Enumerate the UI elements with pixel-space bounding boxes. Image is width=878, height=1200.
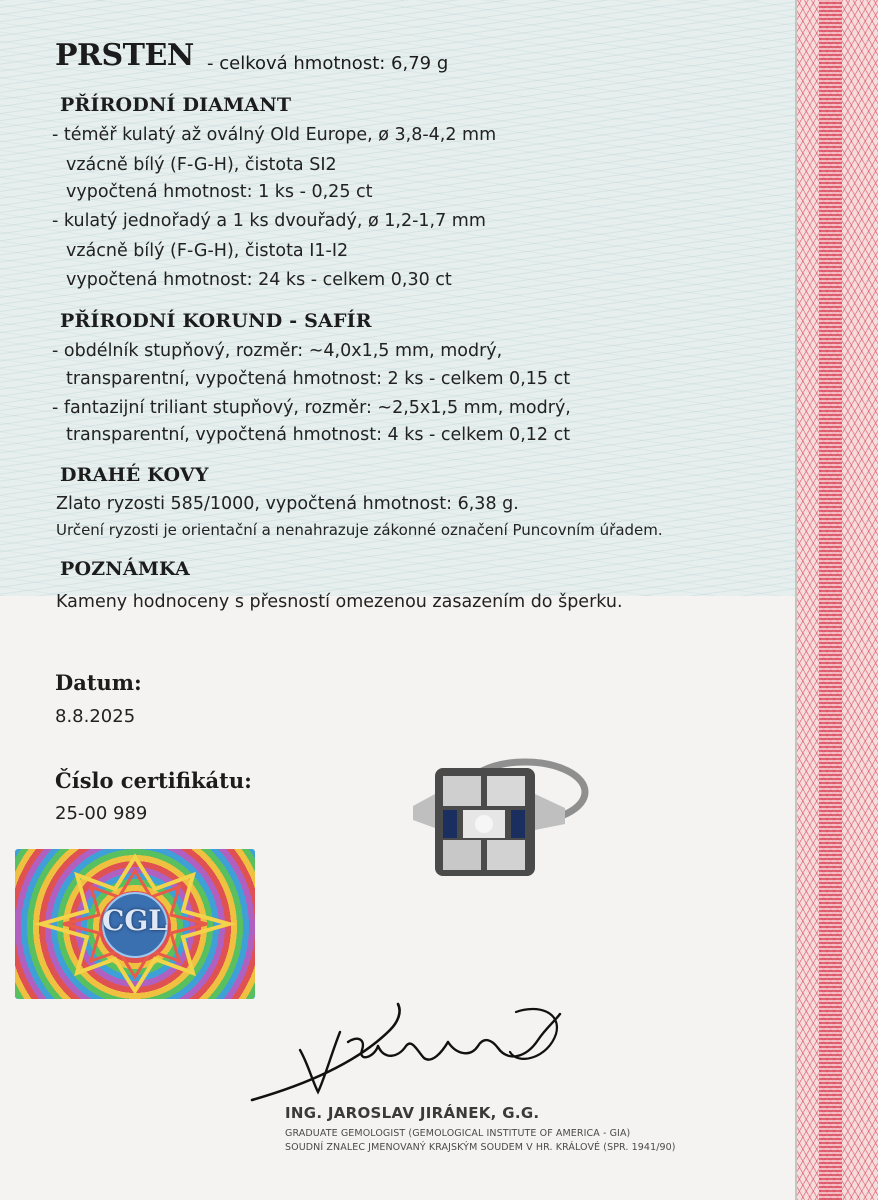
metals-heading: DRAHÉ KOVY xyxy=(60,464,209,486)
diamond-line: vypočtená hmotnost: 24 ks - celkem 0,30 ct xyxy=(66,270,452,290)
sapphire-line: - fantazijní triliant stupňový, rozměr: ~2,5x1,5 mm, modrý, xyxy=(52,398,571,418)
hologram-seal xyxy=(15,849,255,999)
sapphire-line: - obdélník stupňový, rozměr: ~4,0x1,5 mm, modrý, xyxy=(52,341,503,361)
remark-line: Kameny hodnoceny s přesností omezenou zasazením do šperku. xyxy=(56,592,623,612)
diamond-line: vypočtená hmotnost: 1 ks - 0,25 ct xyxy=(66,182,373,202)
hologram-logo-text: CGL xyxy=(102,904,168,937)
sapphire-heading: PŘÍRODNÍ KORUND - SAFÍR xyxy=(60,310,372,332)
sapphire-line: transparentní, vypočtená hmotnost: 2 ks - celkem 0,15 ct xyxy=(66,369,571,389)
total-weight: - celková hmotnost: 6,79 g xyxy=(207,53,449,74)
certificate-number-label: Číslo certifikátu: xyxy=(55,768,252,793)
signer-appointment: SOUDNÍ ZNALEC JMENOVANÝ KRAJSKÝM SOUDEM V HR. KRÁLOVÉ (SPR. 1941/90) xyxy=(285,1142,676,1153)
sapphire-line: transparentní, vypočtená hmotnost: 4 ks - celkem 0,12 ct xyxy=(66,425,571,445)
diamond-heading: PŘÍRODNÍ DIAMANT xyxy=(60,94,292,116)
metals-line: Zlato ryzosti 585/1000, vypočtená hmotnost: 6,38 g. xyxy=(56,494,519,514)
security-strip-band xyxy=(819,0,842,1200)
diamond-line: - téměř kulatý až oválný Old Europe, ø 3,8-4,2 mm xyxy=(52,125,497,145)
diamond-line: - kulatý jednořadý a 1 ks dvouřadý, ø 1,2-1,7 mm xyxy=(52,211,486,231)
handwritten-signature xyxy=(248,992,568,1102)
remark-heading: POZNÁMKA xyxy=(60,558,190,580)
ring-photo xyxy=(405,750,590,880)
date-value: 8.8.2025 xyxy=(55,706,136,727)
certificate-number-value: 25-00 989 xyxy=(55,803,148,824)
diamond-line: vzácně bílý (F-G-H), čistota SI2 xyxy=(66,155,337,175)
date-label: Datum: xyxy=(55,670,142,695)
signer-credential: GRADUATE GEMOLOGIST (GEMOLOGICAL INSTITUTE OF AMERICA - GIA) xyxy=(285,1128,631,1139)
item-title: PRSTEN xyxy=(55,38,194,73)
signer-name: ING. JAROSLAV JIRÁNEK, G.G. xyxy=(285,1104,540,1122)
metals-note: Určení ryzosti je orientační a nenahrazuje zákonné označení Puncovním úřadem. xyxy=(56,521,663,539)
diamond-line: vzácně bílý (F-G-H), čistota I1-I2 xyxy=(66,241,349,261)
